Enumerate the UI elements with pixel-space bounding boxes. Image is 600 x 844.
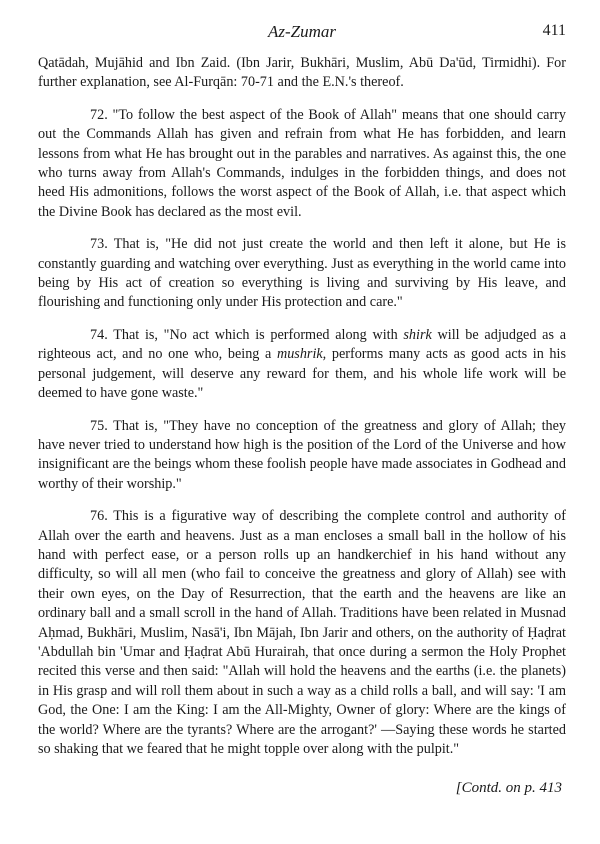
page-header bbox=[38, 22, 566, 42]
page bbox=[38, 22, 566, 772]
note-text: That is, "He did not just create the world and then left it alone, but He is constantly guarding and watching over everything. Just as everything in the world came into being by His act of creation so everything is living and surviving by His leave, and flourishing and functioning only under His protection and care." bbox=[38, 236, 566, 311]
continuation-note: [Contd. on p. 413 bbox=[455, 780, 562, 796]
note-number: 75. bbox=[90, 417, 108, 434]
body-text bbox=[38, 54, 566, 759]
note-text: This is a figurative way of describing the complete control and authority of Allah over the earth and heavens. Just as a man encloses a small ball in the hollow of his hand with perfect ease, or a person rolls up an handkerchief in his hand without any difficulty, so will all men (who fail to conceive the greatness and glory of Allah) see with their own eyes, on the Day of Resurrection, that the earth and the heavens are like an ordinary ball and a small scroll in the hand of Allah. Traditions have been related in Musnad Aḥmad, Bukhāri, Muslim, Nasā'i, Ibn Mājah, Ibn Jarir and others, on the authority of Ḥaḍrat 'Abdullah bin 'Umar and Ḥaḍrat Abū Hurairah, that once during a sermon the Holy Prophet recited this verse and then said: "Allah will hold the heavens and the earths (i.e. the planets) in His grasp and will roll them about in such a way as a child rolls a ball, and will say: 'I am God, the One: I am the King: I am the All-Mighty, Owner of glory: Where are the kings of the world? Where are the tyrants? Where are the arrogant?' —Saying these words he started so shaking that we feared that he might topple over along with the pulpit." bbox=[38, 508, 566, 757]
note-text: "To follow the best aspect of the Book of Allah" means that one should carry out the Commands Allah has given and refrain from what He has forbidden, and learn lessons from what He has brought out in the parables and narratives. As against this, the one who turns away from Allah's Commands, indulges in the forbidden things, and does not heed His admonitions, follows the worst aspect of the Book of Allah, i.e. that aspect which the Divine Book has declared as the most evil. bbox=[38, 106, 566, 220]
note-72 bbox=[38, 106, 566, 222]
note-76 bbox=[38, 507, 566, 759]
note-75 bbox=[38, 417, 566, 495]
note-text-part: performs many acts as good acts in his personal judgement, will deserve any reward for them, and his whole life work will be deemed to have gone waste." bbox=[38, 346, 566, 402]
italic-term-shirk: shirk bbox=[403, 326, 432, 343]
paragraph-text: Qatādah, Mujāhid and Ibn Zaid. (Ibn Jarir, Bukhāri, Muslim, Abū Da'ūd, Tirmidhi). For further explanation, see Al-Furqān: 70-71 and the E.N.'s thereof. bbox=[38, 55, 566, 91]
note-number: 72. bbox=[90, 106, 108, 123]
note-number: 76. bbox=[90, 508, 108, 525]
page-number: 411 bbox=[542, 22, 566, 39]
paragraph-continued bbox=[38, 54, 566, 93]
italic-term-mushrik: mushrik, bbox=[276, 346, 327, 363]
note-74 bbox=[38, 326, 566, 404]
note-number: 73. bbox=[90, 236, 108, 253]
note-73 bbox=[38, 235, 566, 313]
running-title: Az-Zumar bbox=[267, 22, 336, 41]
note-text: That is, "They have no conception of the greatness and glory of Allah; they have never tried to understand how high is the position of the Lord of the Universe and how insignificant are the beings whom these foolish people have made associates in Godhead and worthy of their worship." bbox=[38, 417, 566, 492]
note-text-part: will be adjudged as a righteous act, and no one who, being a bbox=[38, 326, 566, 363]
note-text-part: That is, "No act which is performed along with bbox=[113, 326, 404, 343]
note-number: 74. bbox=[90, 326, 108, 343]
